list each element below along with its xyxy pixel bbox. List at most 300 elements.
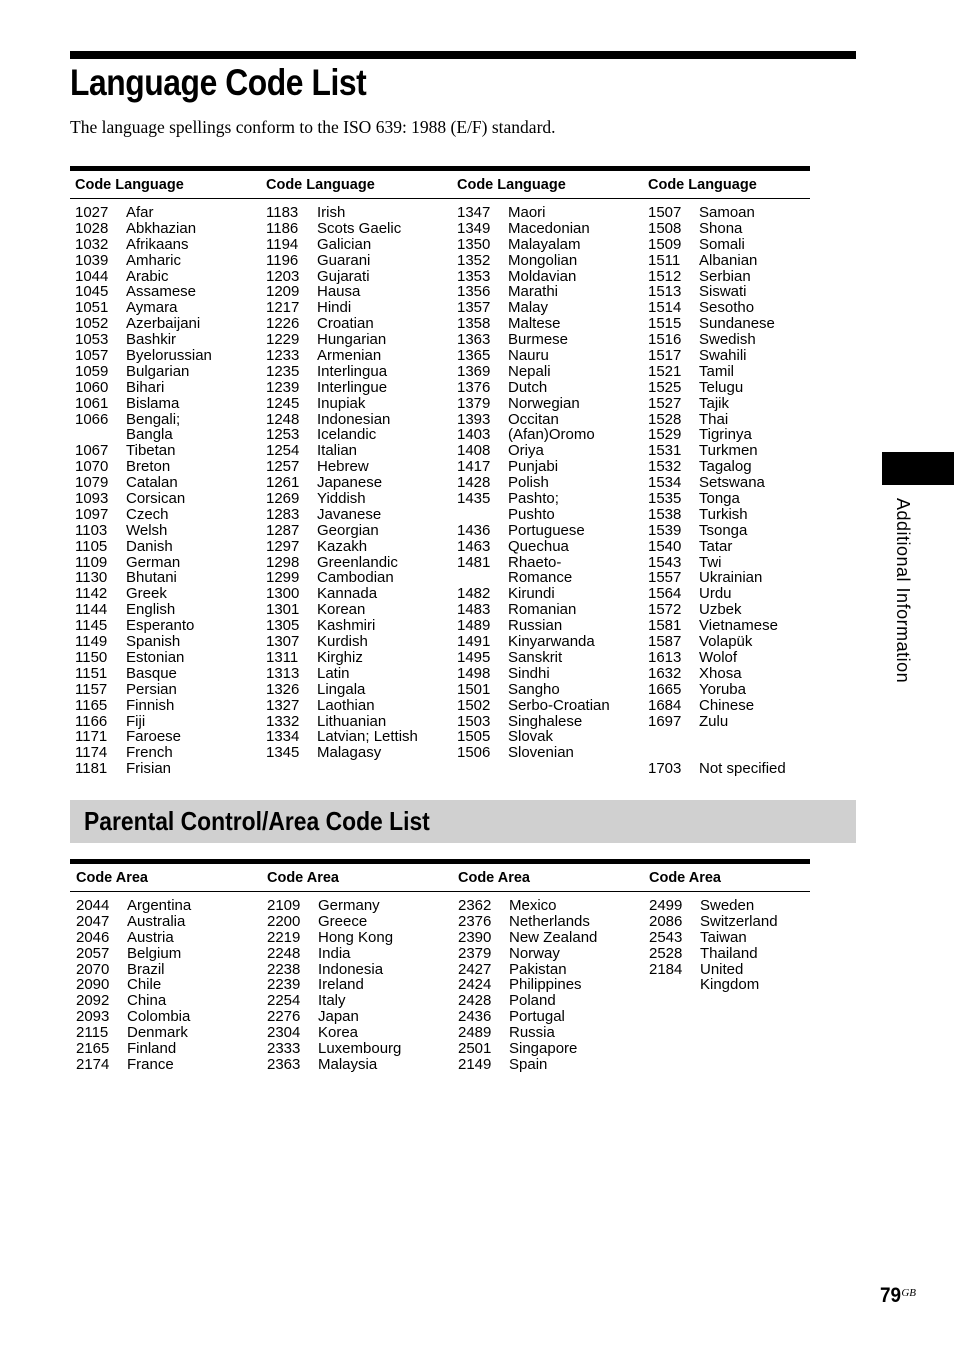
name-cell: Byelorussian [126, 347, 212, 365]
code-cell: 2363 [267, 1055, 301, 1073]
code-cell: 1534 [648, 474, 682, 492]
column-header: Code Language [457, 177, 566, 193]
code-cell: 2070 [76, 960, 110, 978]
name-cell: Kashmiri [317, 617, 376, 635]
code-cell: 1150 [75, 648, 108, 666]
code-cell: 1506 [457, 744, 491, 762]
code-cell: 1245 [266, 394, 300, 412]
code-cell: 2092 [76, 992, 110, 1010]
code-cell: 2333 [267, 1040, 301, 1058]
name-cell: Bhutani [126, 569, 177, 587]
code-cell: 1059 [75, 362, 109, 380]
name-cell: Bangla [126, 426, 173, 444]
code-cell: 2174 [76, 1055, 110, 1073]
name-cell: Tonga [699, 490, 740, 508]
name-cell: Wolof [699, 648, 738, 666]
name-cell: Hebrew [317, 458, 369, 476]
name-cell: Slovenian [508, 744, 574, 762]
code-cell: 1512 [648, 267, 682, 285]
table-header-row [70, 864, 810, 892]
code-cell: 1051 [75, 299, 109, 317]
name-cell: Burmese [508, 331, 569, 349]
name-cell: France [127, 1055, 174, 1073]
code-cell: 1353 [457, 267, 491, 285]
name-cell: Greek [126, 585, 167, 603]
name-cell: Nauru [508, 347, 549, 365]
code-cell: 1313 [266, 664, 300, 682]
name-cell: Singhalese [508, 712, 583, 730]
code-cell: 1697 [648, 712, 682, 730]
name-cell: Corsican [126, 490, 186, 508]
code-cell: 1327 [266, 696, 300, 714]
name-cell: Kazakh [317, 537, 368, 555]
name-cell: Italy [318, 992, 346, 1010]
name-cell: Afar [126, 204, 154, 221]
code-cell: 1257 [266, 458, 300, 476]
column-header: Code Language [648, 177, 757, 193]
name-cell: Russia [509, 1024, 555, 1042]
code-cell: 1109 [75, 553, 108, 571]
code-cell: 1039 [75, 251, 109, 269]
code-cell: 1166 [75, 712, 108, 730]
name-cell: Sanskrit [508, 648, 563, 666]
name-cell: Bihari [126, 378, 165, 396]
name-cell: Urdu [699, 585, 732, 603]
code-cell: 1311 [266, 648, 299, 666]
code-cell: 1149 [75, 633, 108, 651]
code-cell: 1489 [457, 617, 491, 635]
code-cell: 1307 [266, 633, 300, 651]
name-cell: Switzerland [700, 912, 778, 930]
name-cell: Punjabi [508, 458, 559, 476]
name-cell: Lingala [317, 680, 366, 698]
name-cell: Belgium [127, 944, 182, 962]
column-header: Code Area [267, 870, 339, 886]
name-cell: Czech [126, 505, 169, 523]
column-header: Code Language [266, 177, 375, 193]
name-cell: Kurdish [317, 633, 368, 651]
code-cell: 1151 [75, 664, 108, 682]
name-cell: Vietnamese [699, 617, 778, 635]
name-cell: Philippines [509, 976, 582, 994]
code-cell: 1521 [648, 362, 682, 380]
name-cell: Danish [126, 537, 173, 555]
name-cell: New Zealand [509, 928, 598, 946]
code-cell: 1130 [75, 569, 108, 587]
name-cell: Taiwan [700, 928, 747, 946]
column-header: Code Area [458, 870, 530, 886]
code-cell: 1417 [457, 458, 491, 476]
code-cell: 1507 [648, 204, 682, 221]
name-cell: Hungarian [317, 331, 387, 349]
name-cell: Shona [699, 219, 743, 237]
code-cell: 1511 [648, 251, 681, 269]
name-cell: Maori [508, 204, 546, 221]
code-cell: 1376 [457, 378, 491, 396]
code-cell: 1217 [266, 299, 300, 317]
code-cell: 1531 [648, 442, 682, 460]
name-cell: Ukrainian [699, 569, 763, 587]
code-cell: 1045 [75, 283, 109, 301]
code-cell: 2149 [458, 1055, 492, 1073]
code-cell: 1181 [75, 760, 108, 778]
code-cell: 1144 [75, 601, 108, 619]
code-cell: 2436 [458, 1008, 492, 1026]
name-cell: Malaysia [318, 1055, 378, 1073]
name-cell: Irish [317, 204, 346, 221]
name-cell: Kinyarwanda [508, 633, 595, 651]
code-cell: 1587 [648, 633, 682, 651]
code-cell: 1105 [75, 537, 108, 555]
code-cell: 1665 [648, 680, 682, 698]
name-cell: Occitan [508, 410, 559, 428]
name-cell: Finland [127, 1040, 177, 1058]
code-cell: 1332 [266, 712, 300, 730]
name-cell: Argentina [127, 897, 192, 914]
code-cell: 2047 [76, 912, 110, 930]
name-cell: Cambodian [317, 569, 394, 587]
code-cell: 1408 [457, 442, 491, 460]
code-cell: 1186 [266, 219, 299, 237]
name-cell: Guarani [317, 251, 371, 269]
name-cell: Serbo-Croatian [508, 696, 610, 714]
name-cell: Armenian [317, 347, 382, 365]
code-cell: 1483 [457, 601, 491, 619]
name-cell: Icelandic [317, 426, 377, 444]
code-cell: 1508 [648, 219, 682, 237]
name-cell: Romance [508, 569, 573, 587]
code-cell: 1044 [75, 267, 109, 285]
name-cell: Bislama [126, 394, 180, 412]
code-cell: 1196 [266, 251, 299, 269]
code-cell: 2165 [76, 1040, 110, 1058]
name-cell: Catalan [126, 474, 178, 492]
name-cell: Pakistan [509, 960, 567, 978]
code-cell: 1557 [648, 569, 682, 587]
name-cell: Germany [318, 897, 380, 914]
name-cell: Maltese [508, 315, 561, 333]
name-cell: Brazil [127, 960, 165, 978]
name-cell: Tibetan [126, 442, 176, 460]
name-cell: Sesotho [699, 299, 755, 317]
name-cell: Gujarati [317, 267, 370, 285]
code-cell: 1209 [266, 283, 300, 301]
name-cell: Latin [317, 664, 350, 682]
name-cell: Bengali; [126, 410, 181, 428]
name-cell: Tsonga [699, 521, 748, 539]
code-cell: 1528 [648, 410, 682, 428]
code-cell: 1632 [648, 664, 682, 682]
code-cell: 1515 [648, 315, 682, 333]
name-cell: Norway [509, 944, 560, 962]
name-cell: Dutch [508, 378, 548, 396]
code-cell: 2086 [649, 912, 683, 930]
name-cell: Kirghiz [317, 648, 363, 666]
code-cell: 1334 [266, 728, 300, 746]
code-cell: 1516 [648, 331, 682, 349]
name-cell: French [126, 744, 173, 762]
name-cell: Hong Kong [318, 928, 394, 946]
code-cell: 1436 [457, 521, 491, 539]
name-cell: Abkhazian [126, 219, 197, 237]
code-cell: 1067 [75, 442, 109, 460]
code-cell: 1535 [648, 490, 682, 508]
name-cell: Twi [699, 553, 722, 571]
name-cell: Denmark [127, 1024, 188, 1042]
name-cell: Kirundi [508, 585, 555, 603]
code-cell: 1057 [75, 347, 109, 365]
name-cell: Sweden [700, 897, 755, 914]
name-cell: Tatar [699, 537, 733, 555]
code-cell: 1543 [648, 553, 682, 571]
code-cell: 1299 [266, 569, 300, 587]
name-cell: Malayalam [508, 235, 581, 253]
name-cell: Galician [317, 235, 372, 253]
name-cell: Zulu [699, 712, 729, 730]
code-cell: 1349 [457, 219, 491, 237]
name-cell: Bashkir [126, 331, 177, 349]
code-cell: 2219 [267, 928, 301, 946]
code-cell: 1261 [266, 474, 300, 492]
code-cell: 1226 [266, 315, 300, 333]
name-cell: Sundanese [699, 315, 775, 333]
name-cell: Arabic [126, 267, 169, 285]
code-cell: 1027 [75, 204, 109, 221]
code-cell: 1301 [266, 601, 300, 619]
code-cell: 2379 [458, 944, 492, 962]
name-cell: Tamil [699, 362, 735, 380]
name-cell: Luxembourg [318, 1040, 402, 1058]
code-cell: 2115 [76, 1024, 109, 1042]
name-cell: Sangho [508, 680, 560, 698]
name-cell: Quechua [508, 537, 569, 555]
code-cell: 2276 [267, 1008, 301, 1026]
name-cell: Greenlandic [317, 553, 398, 571]
name-cell: Spanish [126, 633, 181, 651]
code-cell: 1393 [457, 410, 491, 428]
code-cell: 1517 [648, 347, 682, 365]
name-cell: India [318, 944, 351, 962]
code-cell: 2428 [458, 992, 492, 1010]
code-cell: 1505 [457, 728, 491, 746]
code-cell: 1509 [648, 235, 682, 253]
code-cell: 2390 [458, 928, 492, 946]
name-cell: English [126, 601, 176, 619]
code-cell: 1482 [457, 585, 491, 603]
code-cell: 1529 [648, 426, 682, 444]
name-cell: Siswati [699, 283, 747, 301]
code-cell: 1093 [75, 490, 109, 508]
name-cell: Frisian [126, 760, 172, 778]
name-cell: Faroese [126, 728, 182, 746]
name-cell: Afrikaans [126, 235, 189, 253]
name-cell: Oriya [508, 442, 544, 460]
name-cell: Yoruba [699, 680, 746, 698]
code-cell: 1269 [266, 490, 300, 508]
code-cell: 1142 [75, 585, 108, 603]
name-cell: Polish [508, 474, 549, 492]
name-cell: Turkish [699, 505, 748, 523]
code-cell: 1300 [266, 585, 300, 603]
side-tab-marker [882, 452, 954, 485]
code-cell: 1235 [266, 362, 300, 380]
name-cell: Italian [317, 442, 358, 460]
name-cell: Interlingue [317, 378, 388, 396]
name-cell: Xhosa [699, 664, 742, 682]
name-cell: Interlingua [317, 362, 388, 380]
code-cell: 1532 [648, 458, 682, 476]
code-cell: 1345 [266, 744, 300, 762]
code-cell: 1495 [457, 648, 491, 666]
name-cell: Spain [509, 1055, 548, 1073]
name-cell: Marathi [508, 283, 559, 301]
name-cell: Latvian; Lettish [317, 728, 418, 746]
code-cell: 2248 [267, 944, 301, 962]
name-cell: Assamese [126, 283, 197, 301]
code-cell: 1347 [457, 204, 491, 221]
code-cell: 2044 [76, 897, 110, 914]
title-rule [70, 51, 856, 59]
code-cell: 1157 [75, 680, 108, 698]
code-cell: 1356 [457, 283, 491, 301]
code-cell: 1525 [648, 378, 682, 396]
code-cell: 2200 [267, 912, 301, 930]
name-cell: Amharic [126, 251, 182, 269]
code-cell: 2238 [267, 960, 301, 978]
code-cell: 1513 [648, 283, 682, 301]
name-cell: Australia [127, 912, 186, 930]
name-cell: Sindhi [508, 664, 550, 682]
code-cell: 1103 [75, 521, 108, 539]
name-cell: Hausa [317, 283, 361, 301]
name-cell: Serbian [699, 267, 751, 285]
code-cell: 1481 [457, 553, 491, 571]
name-cell: United [700, 960, 744, 978]
code-cell: 2239 [267, 976, 301, 994]
code-cell: 1145 [75, 617, 108, 635]
code-cell: 2424 [458, 976, 492, 994]
name-cell: (Afan)Oromo [508, 426, 595, 444]
name-cell: Norwegian [508, 394, 580, 412]
name-cell: Swahili [699, 347, 747, 365]
code-cell: 1703 [648, 760, 682, 778]
code-cell: 1203 [266, 267, 300, 285]
code-cell: 2376 [458, 912, 492, 930]
name-cell: Portugal [509, 1008, 565, 1026]
name-cell: Basque [126, 664, 177, 682]
name-cell: Fiji [126, 712, 146, 730]
code-cell: 1379 [457, 394, 491, 412]
name-cell: Bulgarian [126, 362, 190, 380]
code-cell: 2109 [267, 897, 301, 914]
name-cell: Moldavian [508, 267, 577, 285]
code-cell: 1684 [648, 696, 682, 714]
code-cell: 1564 [648, 585, 682, 603]
name-cell: Tagalog [699, 458, 752, 476]
code-cell: 1165 [75, 696, 108, 714]
code-cell: 1248 [266, 410, 300, 428]
name-cell: Samoan [699, 204, 755, 221]
column-header: Code Language [75, 177, 184, 193]
code-cell: 1171 [75, 728, 108, 746]
name-cell: Persian [126, 680, 177, 698]
code-cell: 2543 [649, 928, 683, 946]
name-cell: Japanese [317, 474, 383, 492]
name-cell: Tigrinya [699, 426, 752, 444]
code-cell: 1287 [266, 521, 300, 539]
code-cell: 1501 [457, 680, 491, 698]
code-cell: 1514 [648, 299, 682, 317]
code-cell: 1428 [457, 474, 491, 492]
name-cell: Uzbek [699, 601, 742, 619]
name-cell: Mexico [509, 897, 557, 914]
code-cell: 1435 [457, 490, 491, 508]
code-cell: 2362 [458, 897, 492, 914]
name-cell: Pashto; [508, 490, 559, 508]
name-cell: Telugu [699, 378, 744, 396]
code-cell: 1357 [457, 299, 491, 317]
name-cell: Estonian [126, 648, 185, 666]
code-cell: 1079 [75, 474, 109, 492]
section-title: Parental Control/Area Code List [84, 806, 430, 836]
name-cell: Austria [127, 928, 174, 946]
area-code-table [70, 859, 810, 1073]
code-cell: 1233 [266, 347, 300, 365]
name-cell: Finnish [126, 696, 175, 714]
code-cell: 2057 [76, 944, 110, 962]
name-cell: Javanese [317, 505, 382, 523]
code-cell: 1539 [648, 521, 682, 539]
name-cell: Indonesian [317, 410, 391, 428]
name-cell: Lithuanian [317, 712, 387, 730]
code-cell: 2501 [458, 1040, 492, 1058]
name-cell: Somali [699, 235, 745, 253]
code-cell: 2304 [267, 1024, 301, 1042]
name-cell: Not specified [699, 760, 786, 778]
code-cell: 2489 [458, 1024, 492, 1042]
name-cell: Esperanto [126, 617, 195, 635]
page-number-suffix: GB [901, 1286, 917, 1299]
name-cell: Hindi [317, 299, 352, 317]
code-cell: 1502 [457, 696, 491, 714]
name-cell: Nepali [508, 362, 551, 380]
name-cell: Slovak [508, 728, 554, 746]
code-cell: 1298 [266, 553, 300, 571]
language-code-table [70, 166, 810, 778]
code-cell: 1032 [75, 235, 109, 253]
code-cell: 1194 [266, 235, 299, 253]
name-cell: Aymara [126, 299, 178, 317]
name-cell: Thailand [700, 944, 758, 962]
code-cell: 2499 [649, 897, 683, 914]
code-cell: 2528 [649, 944, 683, 962]
code-cell: 1498 [457, 664, 491, 682]
name-cell: Swedish [699, 331, 756, 349]
code-cell: 1060 [75, 378, 109, 396]
column-header: Code Area [76, 870, 148, 886]
name-cell: Korean [317, 601, 366, 619]
name-cell: Japan [318, 1008, 359, 1026]
name-cell: Welsh [126, 521, 168, 539]
name-cell: Korea [318, 1024, 359, 1042]
code-cell: 1028 [75, 219, 109, 237]
code-cell: 1491 [457, 633, 491, 651]
code-cell: 2046 [76, 928, 110, 946]
name-cell: Mongolian [508, 251, 578, 269]
page-title: Language Code List [70, 62, 367, 103]
code-cell: 1229 [266, 331, 300, 349]
code-cell: 1061 [75, 394, 109, 412]
